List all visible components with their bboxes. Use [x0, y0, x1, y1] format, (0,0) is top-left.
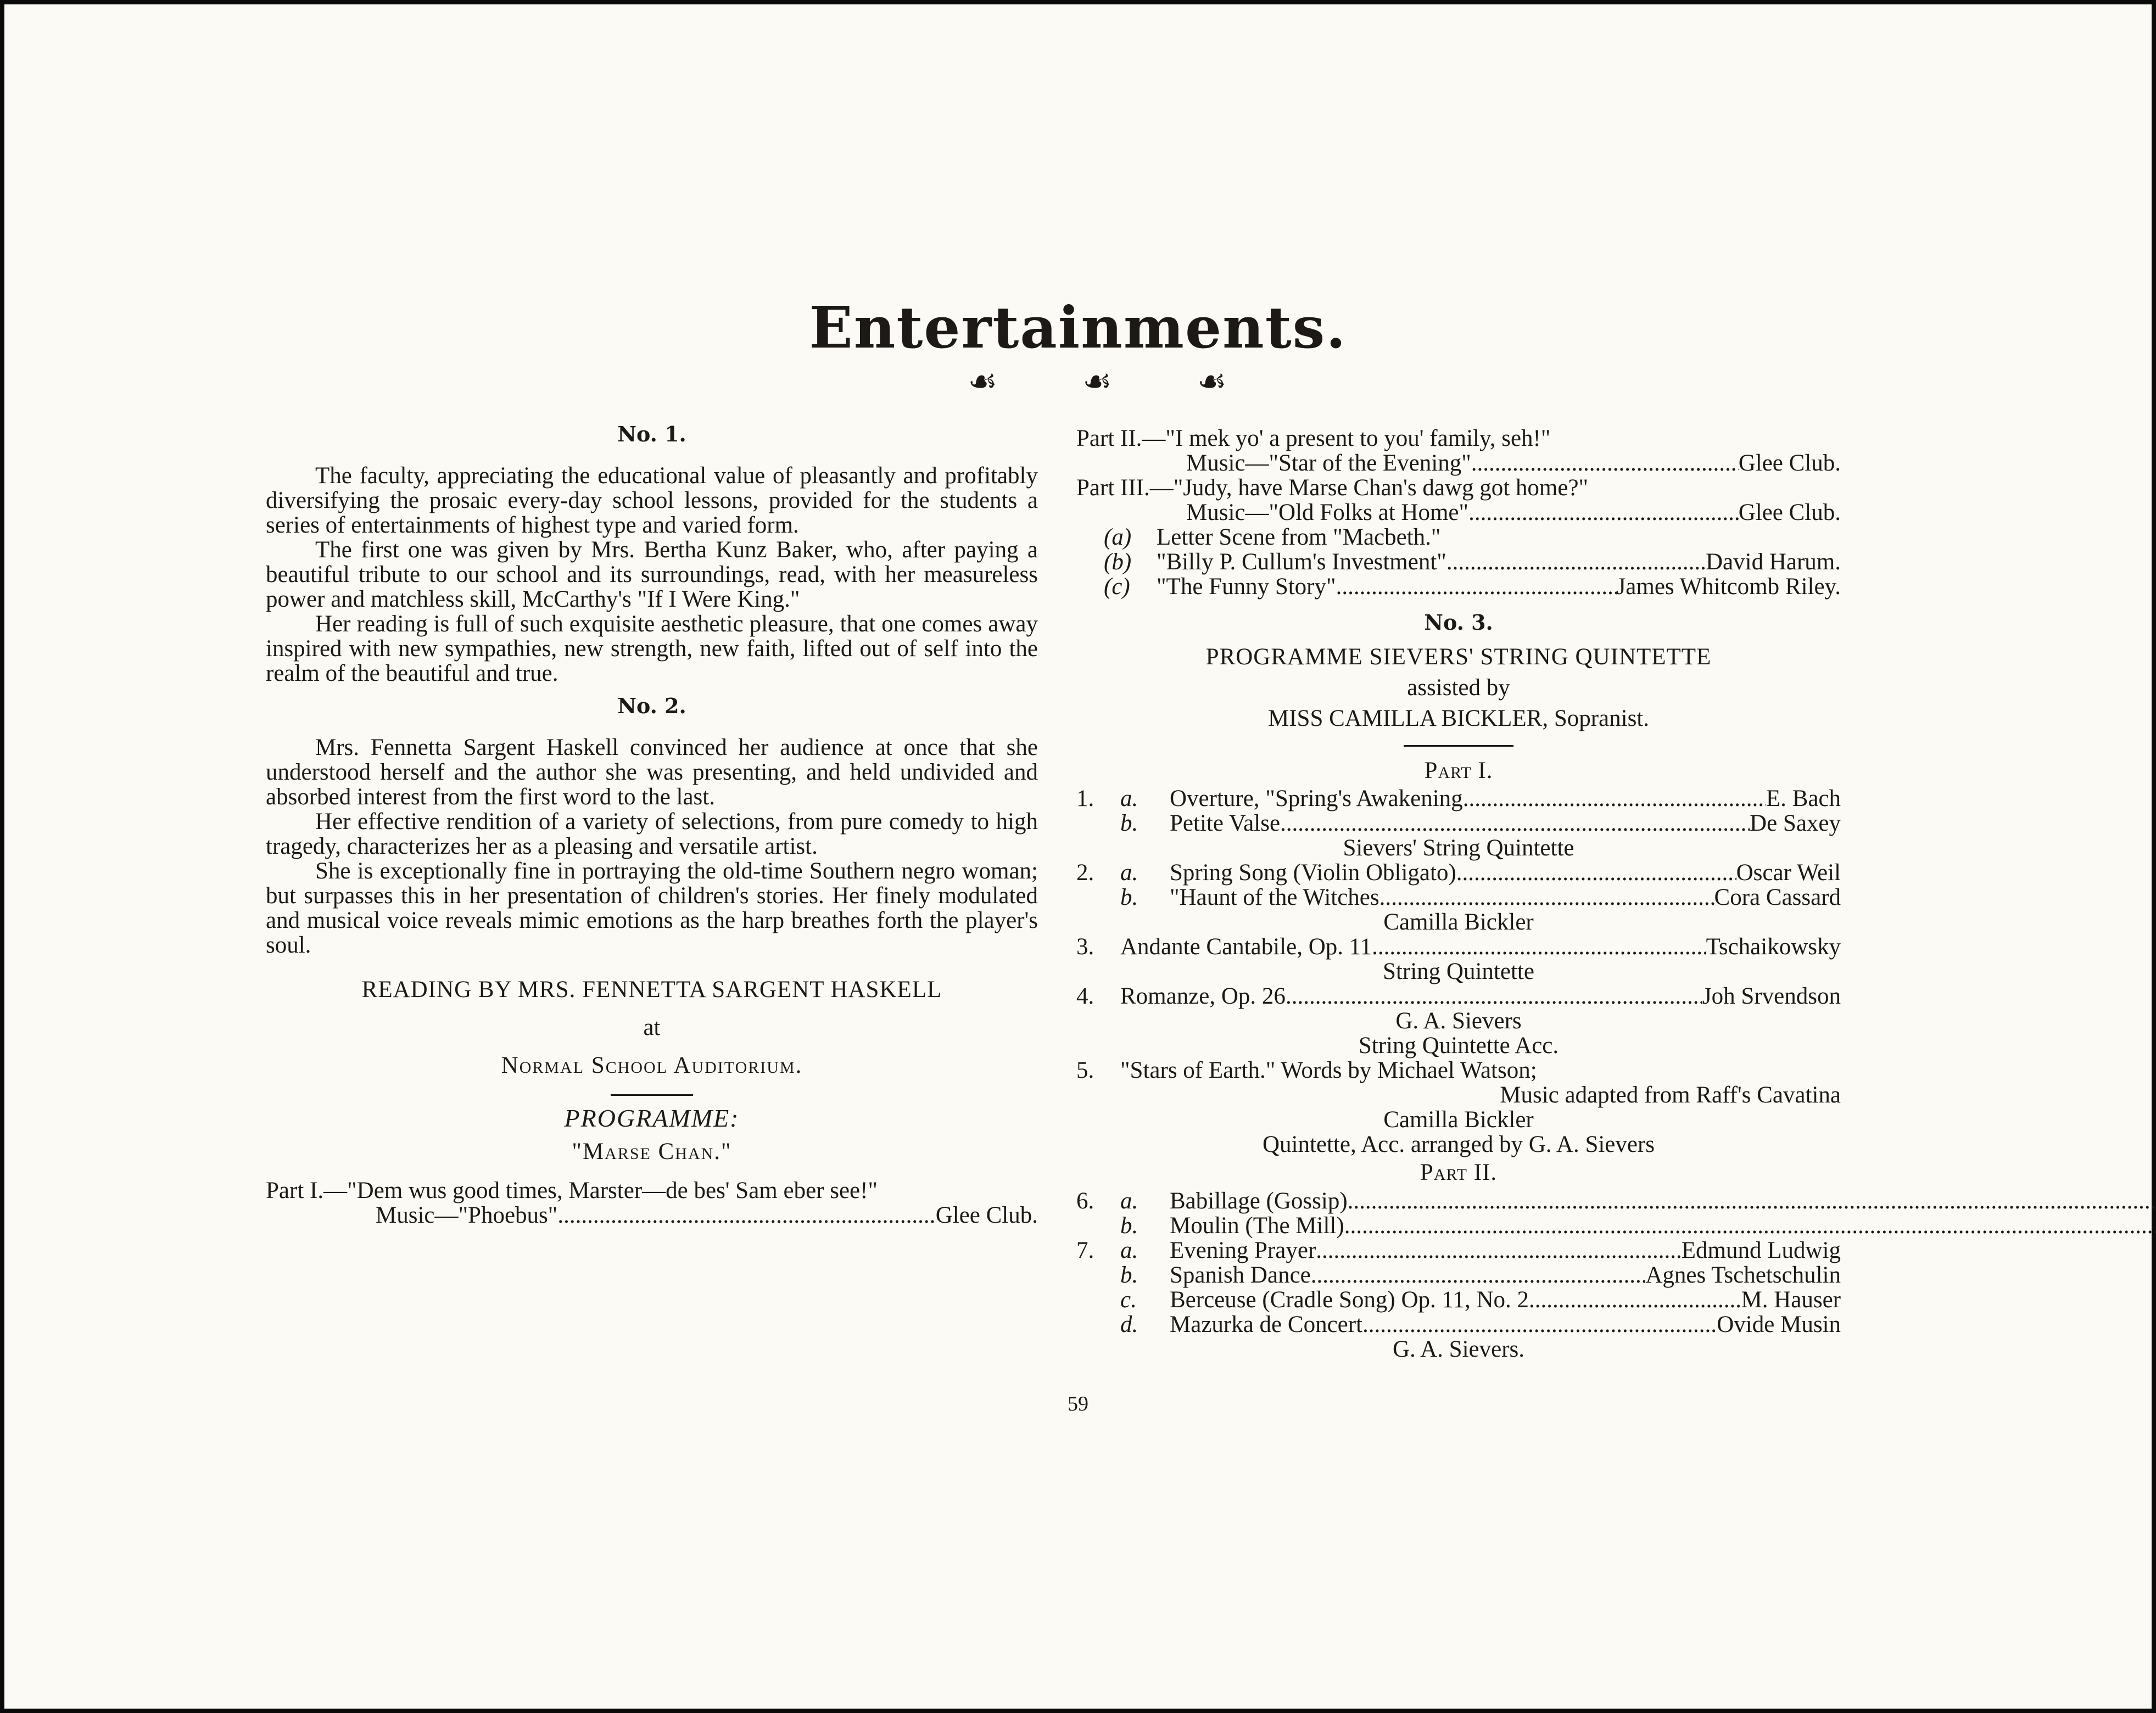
- item-title: Letter Scene from "Macbeth.": [1157, 524, 1441, 550]
- performer: Camilla Bickler: [1383, 1107, 1534, 1133]
- dot-leader: [1311, 1263, 1646, 1287]
- part2-music-row: [1076, 451, 1841, 475]
- programme-item: [1076, 1238, 1841, 1263]
- dot-leader: [1348, 1189, 2156, 1213]
- dot-leader: [557, 1203, 935, 1228]
- no3-line1: PROGRAMME SIEVERS' STRING QUINTETTE: [1205, 644, 1712, 670]
- no1-paragraph: The first one was given by Mrs. Bertha Kunz Baker, who, after paying a beautiful tribute to our school and its surroundings, read, with her measureless power and matchless skill, McCarthy's "If I Were King.": [266, 537, 1038, 612]
- item-mark: a.: [1120, 1188, 1138, 1214]
- part3-music: Music—"Old Folks at Home": [1186, 500, 1469, 525]
- programme-item: [1076, 860, 1841, 885]
- performer: G. A. Sievers.: [1392, 1336, 1525, 1362]
- item-by: Agnes Tschetschulin: [1645, 1262, 1841, 1288]
- reading-title: READING BY MRS. FENNETTA SARGENT HASKELL: [361, 977, 942, 1003]
- programme-item-group: [1076, 1189, 1841, 1238]
- part2-text: Part II.—"I mek yo' a present to you' family, seh!": [1076, 426, 1551, 451]
- item-number: 5.: [1076, 1057, 1094, 1083]
- item-mark: (a): [1104, 524, 1132, 550]
- no2-paragraph: Mrs. Fennetta Sargent Haskell convinced her audience at once that she understood herself and the author she was presenting, and held undivided and absorbed interest from the first word to the last.: [266, 735, 1038, 810]
- accompaniment: Quintette, Acc. arranged by G. A. Sievers: [1262, 1132, 1655, 1157]
- page-number: 59: [1068, 1392, 1088, 1415]
- item-title: Evening Prayer: [1170, 1238, 1316, 1263]
- item-mark: (b): [1104, 549, 1132, 575]
- no1-text: [266, 463, 1038, 686]
- dot-leader: [1316, 1238, 1681, 1263]
- performer: String Quintette: [1383, 959, 1534, 984]
- item-music: Music adapted from Raff's Cavatina: [1500, 1082, 1841, 1108]
- programme-item: [1076, 885, 1841, 910]
- reading-item: [1076, 550, 1841, 574]
- no2-paragraph: Her effective rendition of a variety of selections, from pure comedy to high tragedy, characterizes her as a pleasing and versatile artist.: [266, 809, 1038, 859]
- accompaniment: String Quintette Acc.: [1358, 1033, 1559, 1059]
- item-number: 6.: [1076, 1188, 1094, 1214]
- item-title: Spanish Dance: [1170, 1262, 1311, 1288]
- item-by: Edmund Ludwig: [1681, 1238, 1841, 1263]
- venue: Normal School Auditorium.: [501, 1053, 803, 1078]
- right-column: [1076, 426, 1841, 1362]
- item-title: Mazurka de Concert: [1170, 1312, 1363, 1337]
- programme-item: [1076, 1263, 1841, 1287]
- item-by: Cora Cassard: [1714, 885, 1841, 910]
- item-title: Berceuse (Cradle Song) Op. 11, No. 2: [1170, 1287, 1529, 1313]
- no1-paragraph: The faculty, appreciating the educational value of pleasantly and profitably diversifying the prosaic every-day school lessons, provided for the students a series of entertainments of highest type and varied form.: [266, 463, 1038, 538]
- dot-leader: [1286, 984, 1702, 1009]
- part1-label: Part I.: [1424, 758, 1493, 783]
- item-mark: (c): [1104, 574, 1130, 600]
- dot-leader: [1379, 885, 1714, 910]
- item-mark: b.: [1120, 1213, 1138, 1239]
- item-mark: b.: [1120, 885, 1138, 910]
- no3-line2: assisted by: [1407, 675, 1510, 701]
- dot-leader: [1344, 1213, 2156, 1238]
- item-by: James Whitcomb Riley.: [1616, 574, 1841, 600]
- item-mark: a.: [1120, 860, 1138, 886]
- item-number: 7.: [1076, 1238, 1094, 1263]
- part1-music: Music—"Phoebus": [376, 1202, 558, 1228]
- reading-item: [1076, 574, 1841, 599]
- programme-item: [1076, 1287, 1841, 1312]
- part3-music-row: [1076, 500, 1841, 525]
- divider: [1404, 745, 1513, 747]
- performer: G. A. Sievers: [1395, 1008, 1522, 1034]
- dot-leader: [1372, 934, 1706, 959]
- divider: [611, 1094, 693, 1096]
- page-title: Entertainments.: [809, 294, 1347, 361]
- item-title: "Billy P. Cullum's Investment": [1157, 549, 1446, 575]
- item-by: Oscar Weil: [1736, 860, 1841, 886]
- programme-item: [1076, 786, 1841, 811]
- no2-heading: No. 2.: [617, 693, 686, 718]
- no3-heading: No. 3.: [1424, 610, 1493, 635]
- programme-item: [1076, 811, 1841, 836]
- item-mark: a.: [1120, 786, 1138, 811]
- item-by: De Saxey: [1750, 810, 1841, 836]
- item-number: 4.: [1076, 983, 1094, 1009]
- programme-item: [1076, 1189, 2156, 1213]
- item-mark: a.: [1120, 1238, 1138, 1263]
- item-by: M. Hauser: [1741, 1287, 1841, 1313]
- dot-leader: [1280, 811, 1750, 836]
- dot-leader: [1456, 860, 1736, 885]
- grouped-items: [1076, 1189, 2156, 1238]
- part3-music-by: Glee Club.: [1738, 500, 1841, 525]
- item-title: Romanze, Op. 26: [1120, 983, 1286, 1009]
- item-number: 3.: [1076, 934, 1094, 960]
- part2-music: Music—"Star of the Evening": [1186, 450, 1471, 476]
- performer: Camilla Bickler: [1383, 909, 1534, 935]
- part1-text: Part I.—"Dem wus good times, Marster—de bes' Sam eber see!": [266, 1178, 878, 1203]
- no1-heading: No. 1.: [617, 422, 686, 446]
- reading-at: at: [643, 1015, 661, 1040]
- programme-item: [1076, 1058, 1841, 1083]
- item-mark: d.: [1120, 1312, 1138, 1337]
- item-mark: b.: [1120, 810, 1138, 836]
- item-title: Petite Valse: [1170, 810, 1281, 836]
- item-title: "Stars of Earth." Words by Michael Watson;: [1120, 1057, 1537, 1083]
- item-title: "Haunt of the Witches: [1170, 885, 1379, 910]
- no2-text: [266, 735, 1038, 958]
- item-by: Tschaikowsky: [1706, 934, 1841, 960]
- part1-music-by: Glee Club.: [935, 1202, 1038, 1228]
- item-by: E. Bach: [1766, 786, 1841, 811]
- programme-item: [1076, 1213, 2156, 1238]
- programme-label: PROGRAMME:: [564, 1104, 740, 1132]
- dot-leader: [1529, 1287, 1741, 1312]
- item-number: 2.: [1076, 860, 1094, 886]
- part3-text: Part III.—"Judy, have Marse Chan's dawg got home?": [1076, 475, 1589, 501]
- item-mark: c.: [1120, 1287, 1137, 1313]
- programme-item: [1076, 984, 1841, 1009]
- dot-leader: [1471, 451, 1739, 475]
- ornament-icon: ☙ ☙ ☙: [968, 363, 1265, 400]
- programme-item: [1076, 1312, 1841, 1337]
- dot-leader: [1362, 1312, 1717, 1337]
- reading-item: [1076, 525, 1841, 550]
- part2-music-by: Glee Club.: [1738, 450, 1841, 476]
- item-title: "The Funny Story": [1157, 574, 1336, 600]
- no2-paragraph: She is exceptionally fine in portraying the old-time Southern negro woman; but surpasses this in her presentation of children's stories. Her finely modulated and musical voice reveals mimic emotions as the harp breathes forth the player's soul.: [266, 858, 1038, 958]
- item-title: Andante Cantabile, Op. 11: [1120, 934, 1372, 960]
- item-mark: b.: [1120, 1262, 1138, 1288]
- piece-title: "Marse Chan.": [572, 1139, 732, 1165]
- item-by: Joh Srvendson: [1702, 983, 1841, 1009]
- no1-paragraph: Her reading is full of such exquisite aesthetic pleasure, that one comes away inspired with new sympathies, new strength, new faith, lifted out of self into the realm of the beautiful and true.: [266, 611, 1038, 686]
- item-by: Ovide Musin: [1717, 1312, 1841, 1337]
- item-number: 1.: [1076, 786, 1094, 811]
- part2-label: Part II.: [1420, 1160, 1498, 1185]
- item-title: Overture, "Spring's Awakening: [1170, 786, 1463, 811]
- no3-line3: MISS CAMILLA BICKLER, Sopranist.: [1267, 706, 1650, 731]
- item-title: Babillage (Gossip): [1170, 1188, 1348, 1214]
- dot-leader: [1463, 786, 1766, 811]
- programme-item: [1076, 934, 1841, 959]
- dot-leader: [1336, 574, 1617, 599]
- dot-leader: [1468, 500, 1739, 525]
- item-by: David Harum.: [1706, 549, 1841, 575]
- left-column: [266, 417, 1038, 1228]
- item-title: Moulin (The Mill): [1170, 1213, 1344, 1239]
- item-title: Spring Song (Violin Obligato): [1170, 860, 1456, 886]
- dot-leader: [1446, 550, 1706, 574]
- performer: Sievers' String Quintette: [1343, 835, 1574, 861]
- part1-music-row: [266, 1203, 1038, 1228]
